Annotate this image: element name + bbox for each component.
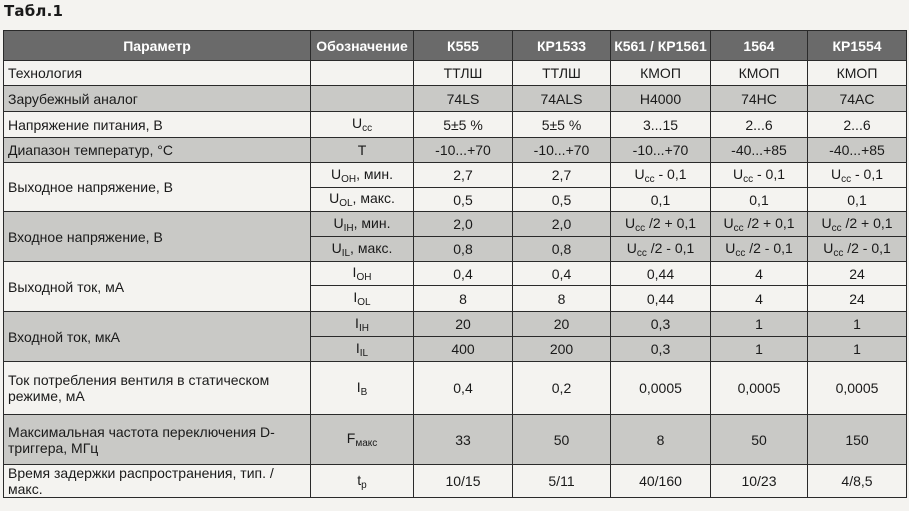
value-cell: 5/11	[513, 465, 611, 498]
table-row	[4, 262, 907, 286]
value-cell: 0,5	[414, 188, 513, 212]
value-cell: 0,1	[611, 188, 711, 212]
symbol-cell	[311, 188, 414, 212]
value-cell: 74ALS	[513, 86, 611, 112]
param-cell: Выходной ток, мА	[4, 262, 311, 312]
value-cell: -10...+70	[513, 138, 611, 163]
value-cell: 20	[414, 312, 513, 337]
param-cell: Максимальная частота переключения D-триггера, МГц	[4, 415, 311, 465]
value-cell: -10...+70	[414, 138, 513, 163]
value-cell: 0,0005	[611, 362, 711, 415]
value-cell: -40...+85	[808, 138, 907, 163]
header-kr1554: КР1554	[808, 31, 907, 61]
symbol-sub: OH	[356, 272, 372, 283]
value-cell: 33	[414, 415, 513, 465]
symbol-main: F	[346, 430, 356, 446]
symbol-suffix: , мин.	[356, 165, 393, 182]
value-cell: 2...6	[808, 112, 907, 138]
symbol-cell	[311, 237, 414, 262]
table-row	[4, 138, 907, 163]
value-cell: 0,3	[611, 312, 711, 337]
value-cell: 0,5	[513, 188, 611, 212]
value-cell: 1	[711, 312, 808, 337]
param-cell: Ток потребления вентиля в статическом режиме, мА	[4, 362, 311, 415]
value-cell: 74HC	[711, 86, 808, 112]
symbol-cell	[311, 415, 414, 465]
value-cell: 4	[711, 262, 808, 286]
value-cell: 5±5 %	[513, 112, 611, 138]
value-cell: -40...+85	[711, 138, 808, 163]
symbol-sub: IH	[358, 322, 369, 334]
value-cell: 50	[513, 415, 611, 465]
value-cell: 2,7	[513, 163, 611, 188]
value-cell: $U_{cc}$ /2 - 0,1	[808, 237, 907, 262]
header-1564: 1564	[711, 31, 808, 61]
value-cell: 0,3	[611, 337, 711, 362]
header-kr1533: КР1533	[513, 31, 611, 61]
symbol-suffix: , мин.	[353, 214, 391, 231]
symbol-cell: T	[311, 138, 414, 163]
value-cell: 0,4	[414, 362, 513, 415]
value-cell: $U_{cc} - 0,1$	[808, 163, 907, 188]
value-cell: 0,4	[513, 262, 611, 286]
symbol-main: U	[333, 214, 344, 231]
value-cell: H4000	[611, 86, 711, 112]
value-cell: 1	[711, 337, 808, 362]
symbol-main: I	[355, 339, 360, 356]
symbol-main: U	[329, 190, 340, 206]
table-row	[4, 465, 907, 498]
table-row	[4, 163, 907, 188]
value-cell: 0,8	[414, 237, 513, 262]
table-caption: Табл.1	[4, 2, 64, 20]
value-cell: 24	[808, 262, 907, 286]
value-cell: 0,44	[611, 262, 711, 286]
value-cell: 1	[808, 337, 907, 362]
spec-table	[3, 30, 907, 498]
value-cell: 8	[611, 415, 711, 465]
symbol-sub: OL	[339, 198, 353, 209]
value-cell: 0,1	[711, 188, 808, 212]
value-cell: 2,0	[414, 212, 513, 237]
symbol-cell	[311, 362, 414, 415]
symbol-sub: B	[360, 386, 368, 398]
value-cell: ТТЛШ	[513, 61, 611, 86]
header-k555: К555	[414, 31, 513, 61]
value-cell: $U_{cc}$ /2 + 0,1	[808, 212, 907, 237]
value-cell: КМОП	[611, 61, 711, 86]
value-cell: 10/23	[711, 465, 808, 498]
param-cell: Входное напряжение, В	[4, 212, 311, 262]
value-cell: 8	[513, 286, 611, 312]
table-row	[4, 312, 907, 337]
value-cell: 0,0005	[711, 362, 808, 415]
table-row	[4, 86, 907, 112]
symbol-suffix: , макс.	[350, 239, 393, 256]
value-cell: $U_{cc} - 0,1$	[711, 163, 808, 188]
param-cell: Выходное напряжение, В	[4, 163, 311, 212]
symbol-main: U	[331, 165, 342, 182]
header-parameter: Параметр	[4, 31, 311, 61]
symbol-cell	[311, 86, 414, 112]
value-cell: $U_{cc}$ /2 - 0,1	[611, 237, 711, 262]
value-cell: 0,44	[611, 286, 711, 312]
header-symbol: Обозначение	[311, 31, 414, 61]
param-cell: Технология	[4, 61, 311, 86]
symbol-sub: IL	[359, 347, 369, 359]
symbol-sub: IL	[341, 247, 351, 259]
value-cell: $U_{cc}$ /2 - 0,1	[711, 237, 808, 262]
symbol-cell	[311, 212, 414, 237]
value-cell: $U_{cc}$ /2 + 0,1	[611, 212, 711, 237]
value-cell: 8	[414, 286, 513, 312]
symbol-cell	[311, 61, 414, 86]
value-cell: 40/160	[611, 465, 711, 498]
value-cell: $U_{cc}$ /2 + 0,1	[711, 212, 808, 237]
symbol-cell	[311, 163, 414, 188]
value-cell: -10...+70	[611, 138, 711, 163]
param-cell: Входной ток, мкА	[4, 312, 311, 362]
value-cell: 4/8,5	[808, 465, 907, 498]
symbol-sub: OH	[341, 173, 357, 185]
header-k561: К561 / КР1561	[611, 31, 711, 61]
symbol-suffix: , макс.	[352, 190, 395, 206]
value-cell: 0,2	[513, 362, 611, 415]
symbol-cell	[311, 112, 414, 138]
symbol-main: U	[351, 115, 363, 131]
symbol-cell	[311, 312, 414, 337]
header-row	[4, 31, 907, 61]
value-cell: КМОП	[808, 61, 907, 86]
symbol-main: U	[331, 239, 342, 256]
symbol-sub: p	[361, 479, 367, 491]
symbol-main: t	[357, 471, 362, 488]
value-cell: 24	[808, 286, 907, 312]
table-row	[4, 415, 907, 465]
value-cell: 20	[513, 312, 611, 337]
value-cell: КМОП	[711, 61, 808, 86]
value-cell: ТТЛШ	[414, 61, 513, 86]
table-row	[4, 112, 907, 138]
value-cell: 2,0	[513, 212, 611, 237]
symbol-main: I	[355, 314, 359, 331]
param-cell: Диапазон температур, °C	[4, 138, 311, 163]
value-cell: 0,1	[808, 188, 907, 212]
value-cell: 74AC	[808, 86, 907, 112]
value-cell: 10/15	[414, 465, 513, 498]
value-cell: 50	[711, 415, 808, 465]
table-row	[4, 61, 907, 86]
value-cell: 3...15	[611, 112, 711, 138]
value-cell: $U_{cc} - 0,1$	[611, 163, 711, 188]
value-cell: 0,0005	[808, 362, 907, 415]
value-cell: 4	[711, 286, 808, 312]
symbol-cell	[311, 286, 414, 312]
table-row	[4, 362, 907, 415]
symbol-main: I	[352, 264, 357, 280]
value-cell: 5±5 %	[414, 112, 513, 138]
symbol-main: I	[356, 378, 361, 395]
value-cell: 200	[513, 337, 611, 362]
value-cell: 0,8	[513, 237, 611, 262]
symbol-sub: IH	[343, 222, 354, 234]
value-cell: 1	[808, 312, 907, 337]
value-cell: 2...6	[711, 112, 808, 138]
value-cell: 0,4	[414, 262, 513, 286]
symbol-main: I	[353, 289, 358, 305]
value-cell: 74LS	[414, 86, 513, 112]
value-cell: 400	[414, 337, 513, 362]
symbol-cell	[311, 262, 414, 286]
param-cell: Зарубежный аналог	[4, 86, 311, 112]
table-row	[4, 212, 907, 237]
param-cell: Время задержки распространения, тип. / макс.	[4, 465, 311, 498]
symbol-sub: OL	[357, 297, 371, 308]
param-cell: Напряжение питания, В	[4, 112, 311, 138]
symbol-cell	[311, 337, 414, 362]
symbol-sub: макс	[355, 438, 378, 449]
symbol-sub: cc	[362, 123, 373, 134]
value-cell: 150	[808, 415, 907, 465]
symbol-cell	[311, 465, 414, 498]
value-cell: 2,7	[414, 163, 513, 188]
